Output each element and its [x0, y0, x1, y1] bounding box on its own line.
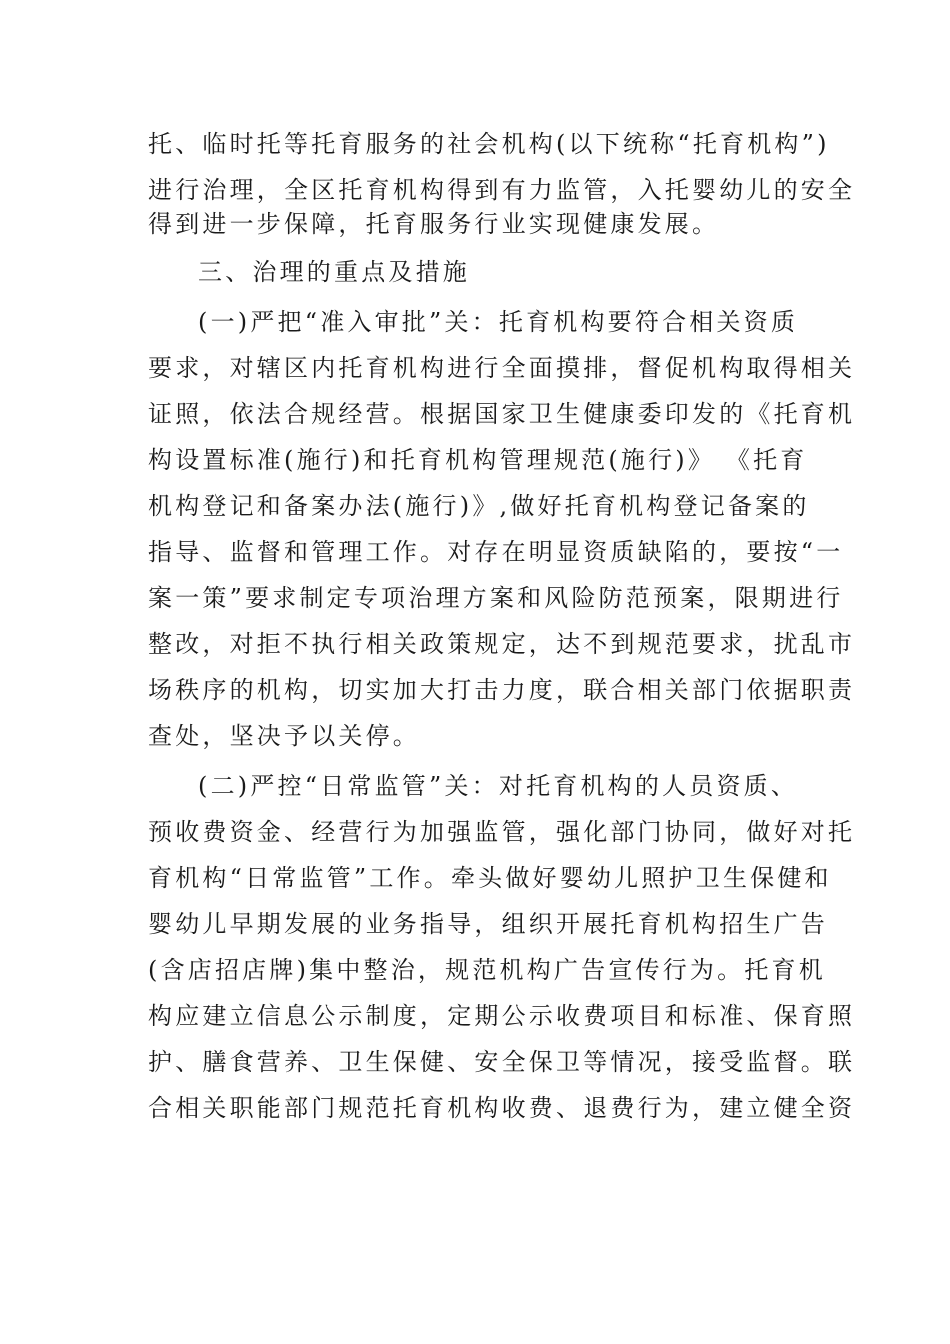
text-line: 预收费资金、经营行为加强监管，强化部门协同，做好对托 — [148, 818, 856, 846]
text-line: 得到进一步保障，托育服务行业实现健康发展。 — [148, 210, 720, 238]
text-line: 查处，坚决予以关停。 — [148, 722, 420, 750]
text-line: 要求，对辖区内托育机构进行全面摸排，督促机构取得相关 — [148, 354, 856, 382]
text-line: 整改，对拒不执行相关政策规定，达不到规范要求，扰乱市 — [148, 630, 856, 658]
text-line: (含店招店牌)集中整治，规范机构广告宣传行为。托育机 — [148, 956, 826, 984]
paragraph-start: (二)严控“日常监管”关：对托育机构的人员资质、 — [198, 772, 799, 800]
text-line: 合相关职能部门规范托育机构收费、退费行为，建立健全资 — [148, 1094, 856, 1122]
text-line: 护、膳食营养、卫生保健、安全保卫等情况，接受监督。联 — [148, 1048, 856, 1076]
text-line: 机构登记和备案办法(施行)》,做好托育机构登记备案的 — [148, 492, 810, 520]
text-line: 婴幼儿早期发展的业务指导，组织开展托育机构招生广告 — [148, 910, 828, 938]
text-line: 构应建立信息公示制度，定期公示收费项目和标准、保育照 — [148, 1002, 856, 1030]
text-line: 案一策”要求制定专项治理方案和风险防范预案，限期进行 — [148, 584, 844, 612]
text-line: 指导、监督和管理工作。对存在明显资质缺陷的，要按“一 — [148, 538, 844, 566]
paragraph-start: (一)严把“准入审批”关：托育机构要符合相关资质 — [198, 308, 799, 336]
text-line: 证照，依法合规经营。根据国家卫生健康委印发的《托育机 — [148, 400, 856, 428]
text-line: 育机构“日常监管”工作。牵头做好婴幼儿照护卫生保健和 — [148, 864, 832, 892]
section-heading: 三、治理的重点及措施 — [198, 258, 470, 286]
text-line: 构设置标准(施行)和托育机构管理规范(施行)》 《托育 — [148, 446, 808, 474]
text-line: 进行治理，全区托育机构得到有力监管，入托婴幼儿的安全 — [148, 176, 856, 204]
text-line: 托、临时托等托育服务的社会机构(以下统称“托育机构”) — [148, 130, 830, 158]
text-line: 场秩序的机构，切实加大打击力度，联合相关部门依据职责 — [148, 676, 856, 704]
